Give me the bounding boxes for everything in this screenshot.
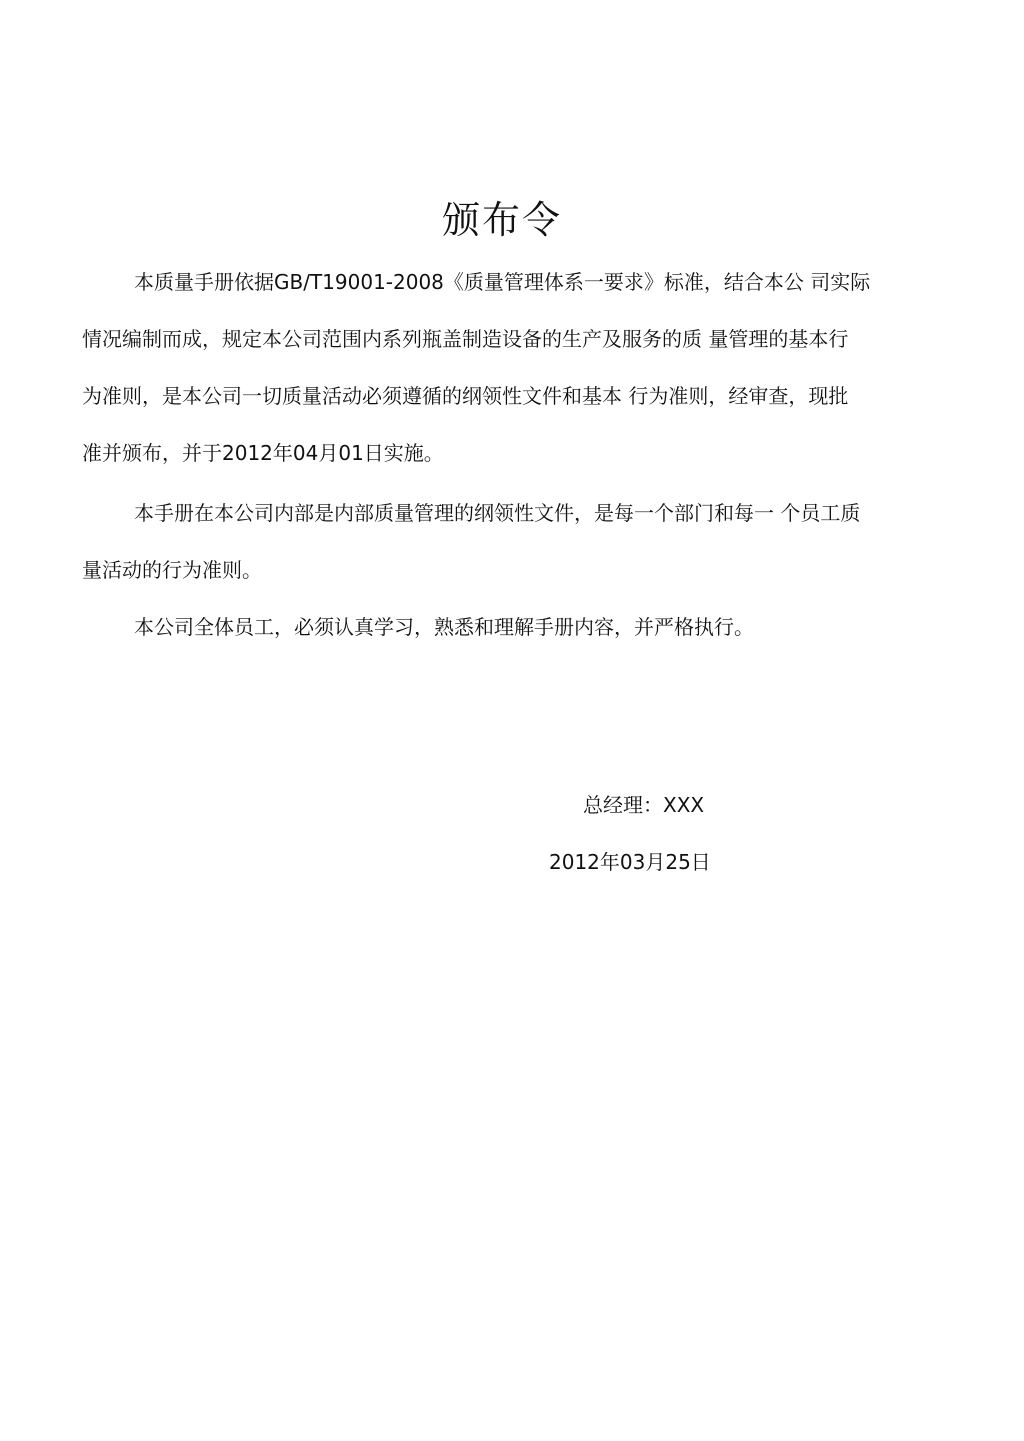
signature-name: 总经理：XXX xyxy=(583,793,705,817)
paragraph-1 xyxy=(82,254,958,482)
paragraph-line: 本手册在本公司内部是内部质量管理的纲领性文件，是每一个部门和每一 个员工质 xyxy=(134,501,861,525)
paragraph-3 xyxy=(82,599,958,656)
page-title: 颁布令 xyxy=(441,198,562,242)
paragraph-line: 本公司全体员工，必须认真学习，熟悉和理解手册内容，并严格执行。 xyxy=(134,615,754,639)
paragraph-line: 情况编制而成，规定本公司范围内系列瓶盖制造设备的生产及服务的质 量管理的基本行 xyxy=(82,327,849,351)
paragraph-line: 准并颁布，并于2012年04月01日实施。 xyxy=(82,441,444,465)
signature-date: 2012年03月25日 xyxy=(549,850,711,874)
paragraph-line: 为准则，是本公司一切质量活动必须遵循的纲领性文件和基本 行为准则，经审查，现批 xyxy=(82,384,849,408)
paragraph-line: 本质量手册依据GB/T19001-2008《质量管理体系一要求》标准，结合本公 司实际 xyxy=(134,270,871,294)
paragraph-2 xyxy=(82,485,958,599)
paragraph-line: 量活动的行为准则。 xyxy=(82,558,262,582)
